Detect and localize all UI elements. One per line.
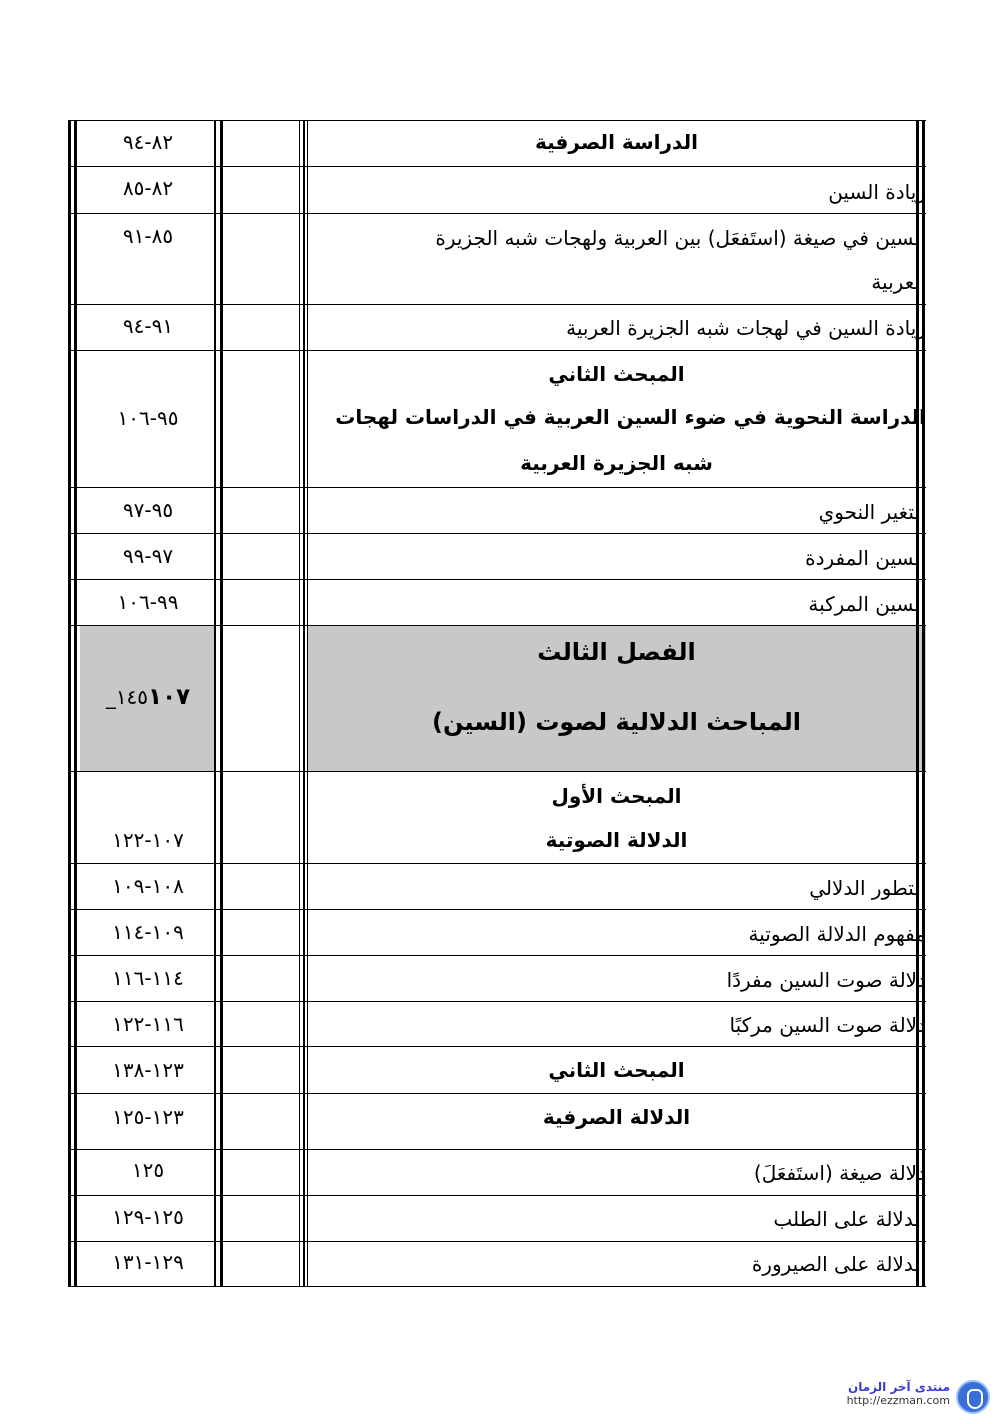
toc-title: الدراسة الصرفية [535, 130, 698, 154]
toc-pages: ١٢٩-١٣١ [112, 1250, 184, 1274]
toc-table [68, 120, 926, 1287]
row-divider [68, 579, 926, 580]
toc-pages: ٨٥-٩١ [122, 224, 174, 248]
row-divider [68, 1001, 926, 1002]
row-divider [68, 304, 926, 305]
row-divider [68, 533, 926, 534]
section-heading: المبحث الأول [551, 784, 682, 808]
toc-pages: ١١٤-١١٦ [112, 966, 184, 990]
toc-title: دلالة صوت السين مركبًا [729, 1013, 926, 1037]
forum-url[interactable]: http://ezzman.com [846, 1394, 950, 1407]
row-divider [68, 120, 926, 121]
section-heading: المبحث الثاني [548, 362, 685, 386]
toc-title: الدلالة على الصيرورة [751, 1252, 926, 1276]
toc-title: التطور الدلالي [809, 876, 926, 900]
row-divider [68, 1241, 926, 1242]
toc-pages: ١٢٣-١٣٨ [112, 1058, 184, 1082]
left-double-border-b [74, 120, 77, 1287]
toc-title: زيادة السين [828, 180, 926, 204]
section-title: الدلالة الصوتية [545, 828, 688, 852]
toc-title: التغير النحوي [818, 500, 926, 524]
toc-pages: ٩٥-١٠٦ [117, 406, 179, 430]
row-divider [68, 1046, 926, 1047]
section-title: الدراسة النحوية في ضوء السين العربية في الدراسات لهجات [335, 405, 926, 429]
toc-title: الدلالة على الطلب [773, 1207, 926, 1231]
toc-pages: ١٠٩-١١٤ [112, 920, 184, 944]
toc-pages: ٩٥-٩٧ [122, 498, 174, 522]
section-heading: المبحث الثاني [548, 1058, 685, 1082]
toc-title: مفهوم الدلالة الصوتية [748, 922, 926, 946]
toc-title: السين في صيغة (استَفعَل) بين العربية ولهجات شبه الجزيرة [435, 226, 926, 250]
row-divider [68, 1286, 926, 1287]
section-title: شبه الجزيرة العربية [520, 451, 713, 475]
title-col-left-border-a [303, 120, 305, 1287]
middle-col-right-border [299, 120, 300, 1287]
chapter-pages [82, 684, 214, 710]
toc-pages: ٨٢-٨٥ [122, 176, 174, 200]
forum-name: منتدى آخر الزمان [848, 1380, 950, 1394]
toc-title: السين المركبة [808, 592, 926, 616]
row-divider [68, 625, 926, 626]
toc-pages: ٨٢-٩٤ [122, 130, 174, 154]
chapter-pages-rest: _١٤٥ [105, 685, 149, 709]
forum-watermark[interactable] [800, 1380, 990, 1414]
toc-pages: ١٢٥-١٢٩ [112, 1205, 184, 1229]
toc-title: دلالة صيغة (استَفعَلَ) [753, 1161, 926, 1185]
row-divider [68, 487, 926, 488]
toc-title: زيادة السين في لهجات شبه الجزيرة العربية [566, 316, 926, 340]
toc-title: السين المفردة [805, 546, 926, 570]
toc-pages: ١٢٣-١٢٥ [112, 1105, 184, 1129]
section-title: الدلالة الصرفية [542, 1105, 691, 1129]
row-divider [68, 863, 926, 864]
chapter-title: المباحث الدلالية لصوت (السين) [431, 708, 802, 736]
toc-pages: ١٠٨-١٠٩ [112, 874, 184, 898]
row-divider [68, 1149, 926, 1150]
row-divider [68, 909, 926, 910]
row-divider [68, 955, 926, 956]
middle-col-left-border [220, 120, 223, 1287]
chapter-pages-start: ١٠٧ [148, 684, 191, 710]
toc-title: دلالة صوت السين مفردًا [726, 968, 926, 992]
toc-pages: ١٠٧-١٢٢ [112, 828, 184, 852]
row-divider [68, 350, 926, 351]
row-divider [68, 166, 926, 167]
row-divider [68, 1195, 926, 1196]
pages-col-right-border [214, 120, 216, 1287]
toc-pages: ٩١-٩٤ [122, 314, 174, 338]
toc-pages: ١٢٥ [131, 1158, 165, 1182]
forum-logo-icon [956, 1380, 990, 1414]
toc-pages: ٩٩-١٠٦ [117, 590, 179, 614]
chapter-heading: الفصل الثالث [537, 638, 696, 666]
toc-pages: ٩٧-٩٩ [122, 544, 174, 568]
left-double-border-a [68, 120, 71, 1287]
row-divider [68, 771, 926, 772]
row-divider [68, 213, 926, 214]
row-divider [68, 1093, 926, 1094]
toc-title: العربية [871, 270, 926, 294]
toc-pages: ١١٦-١٢٢ [112, 1012, 184, 1036]
